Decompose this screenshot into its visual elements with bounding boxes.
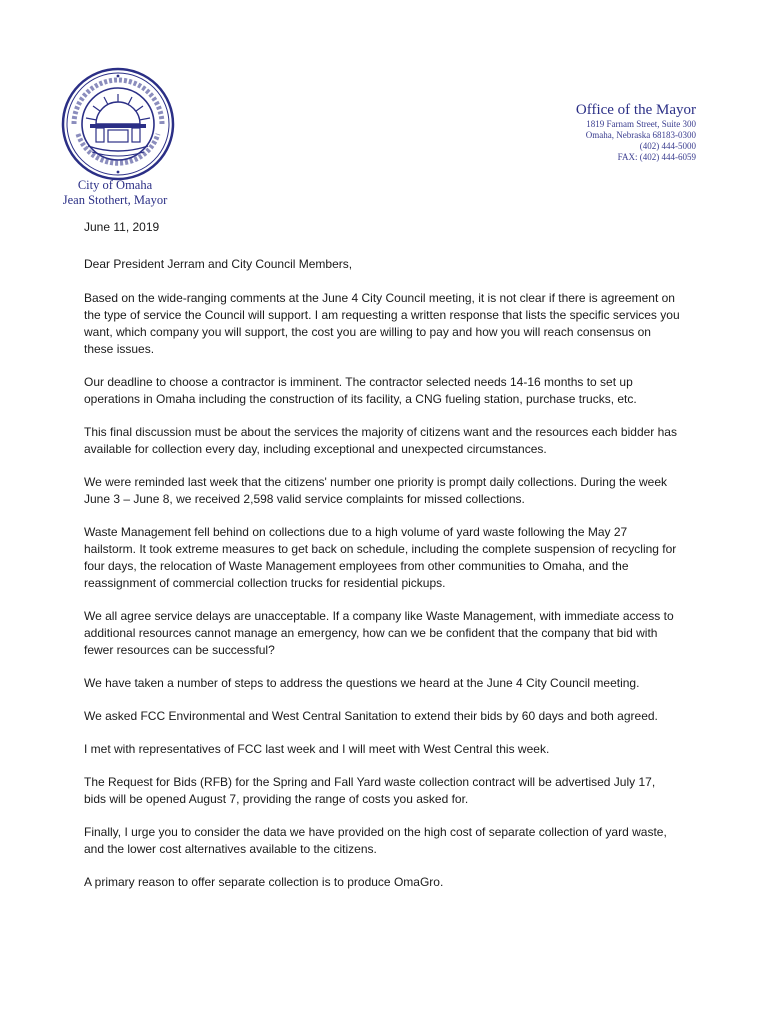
letter-paragraph: This final discussion must be about the services the majority of citizens want and the resources each bidder has available for collection every day, including exceptional and unexpected circumstances. (84, 425, 677, 456)
letter-paragraph: Our deadline to choose a contractor is imminent. The contractor selected needs 14-16 months to set up operations in Omaha including the construction of its facility, a CNG fueling station, purchase trucks, etc. (84, 375, 637, 406)
letter-paragraph: Finally, I urge you to consider the data we have provided on the high cost of separate collection of yard waste, and the lower cost alternatives available to the citizens. (84, 825, 667, 856)
letter-paragraph: Based on the wide-ranging comments at the June 4 City Council meeting, it is not clear if there is agreement on the type of service the Council will support. I am requesting a written response that lists the specific services you want, which company you will support, the cost you are willing to pay and how you will reach consensus on these issues. (84, 291, 680, 356)
letter-body (84, 219, 680, 907)
city-seal-icon (60, 66, 176, 182)
letter-paragraph: We were reminded last week that the citizens' number one priority is prompt daily collections. During the week June 3 – June 8, we received 2,598 valid service complaints for missed collections. (84, 475, 668, 506)
office-address-line2: Omaha, Nebraska 68183-0300 (585, 130, 696, 140)
office-address-line1: 1819 Farnam Street, Suite 300 (586, 119, 696, 129)
sender-block (50, 178, 180, 208)
letter-paragraph: The Request for Bids (RFB) for the Spring and Fall Yard waste collection contract will be advertised July 17, bids will be opened August 7, providing the range of costs you asked for. (84, 775, 656, 806)
letter-paragraph: I met with representatives of FCC last week and I will meet with West Central this week. (84, 742, 550, 756)
letter-paragraph: We all agree service delays are unacceptable. If a company like Waste Management, with immediate access to additional resources cannot manage an emergency, how can we be confident that the company that bid with fewer resources can be successful? (84, 609, 674, 657)
office-letterhead (576, 101, 696, 163)
sender-mayor: Jean Stothert, Mayor (62, 193, 168, 207)
office-title: Office of the Mayor (575, 102, 696, 118)
city-seal (60, 66, 176, 182)
letter-paragraph: A primary reason to offer separate collection is to produce OmaGro. (84, 875, 444, 889)
letter-paragraph: Waste Management fell behind on collections due to a high volume of yard waste following the May 27 hailstorm. It took extreme measures to get back on schedule, including the complete suspension of recycling for four days, the relocation of Waste Management employees from other communities to Omaha, and the reassignment of commercial collection trucks for residential pickups. (84, 525, 677, 590)
sender-city: City of Omaha (77, 178, 153, 192)
office-fax: FAX: (402) 444-6059 (617, 152, 696, 162)
letter-salutation: Dear President Jerram and City Council Members, (84, 257, 353, 271)
letter-paragraph: We asked FCC Environmental and West Central Sanitation to extend their bids by 60 days and both agreed. (84, 709, 658, 723)
letter-paragraph: We have taken a number of steps to address the questions we heard at the June 4 City Council meeting. (84, 676, 640, 690)
office-phone: (402) 444-5000 (639, 141, 696, 151)
letter-date: June 11, 2019 (84, 220, 160, 234)
